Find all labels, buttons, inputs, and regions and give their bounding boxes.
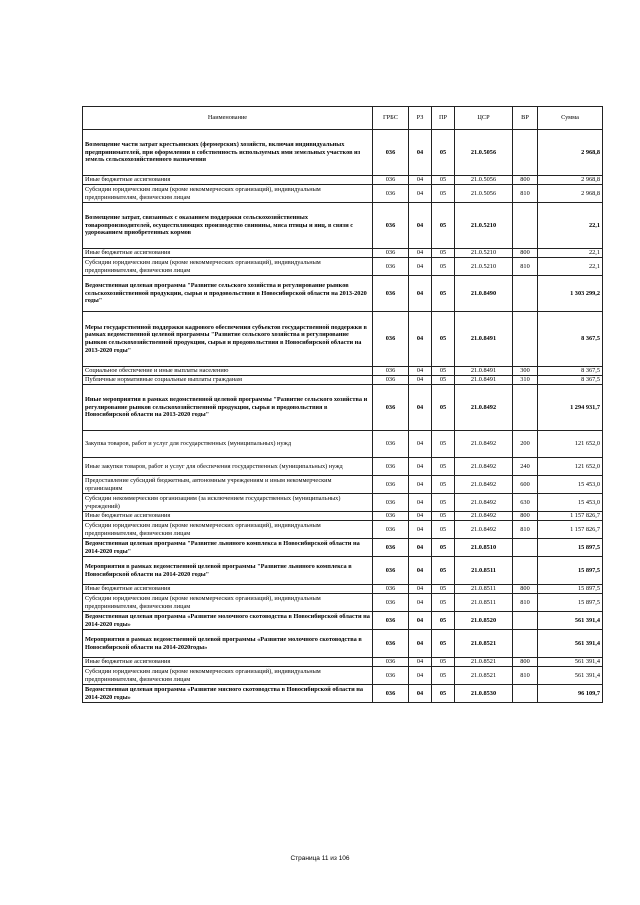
cell-csr: 21.0.8511	[455, 585, 513, 594]
cell-sum: 121 652,0	[538, 458, 603, 476]
cell-pr: 05	[432, 594, 455, 612]
cell-csr: 21.0.8492	[455, 521, 513, 539]
cell-sum: 15 897,5	[538, 585, 603, 594]
cell-pr: 05	[432, 276, 455, 312]
cell-pr: 05	[432, 685, 455, 703]
cell-name: Предоставление субсидий бюджетным, автономным учреждениям и иным некоммерческим организациям	[83, 476, 373, 494]
table-row	[83, 249, 603, 258]
cell-csr: 21.0.8521	[455, 667, 513, 685]
cell-csr: 21.0.5056	[455, 185, 513, 203]
cell-grbs: 036	[373, 376, 409, 385]
cell-csr: 21.0.8511	[455, 594, 513, 612]
cell-pr: 05	[432, 458, 455, 476]
cell-csr: 21.0.8491	[455, 376, 513, 385]
cell-pr: 05	[432, 258, 455, 276]
cell-rz: 04	[409, 512, 432, 521]
cell-rz: 04	[409, 312, 432, 367]
cell-csr: 21.0.8491	[455, 367, 513, 376]
cell-rz: 04	[409, 476, 432, 494]
cell-pr: 05	[432, 494, 455, 512]
cell-rz: 04	[409, 494, 432, 512]
cell-rz: 04	[409, 176, 432, 185]
cell-grbs: 036	[373, 658, 409, 667]
cell-sum: 15 897,5	[538, 594, 603, 612]
cell-csr: 21.0.8491	[455, 312, 513, 367]
cell-grbs: 036	[373, 521, 409, 539]
header-rz: РЗ	[409, 107, 432, 130]
cell-rz: 04	[409, 458, 432, 476]
cell-sum: 561 391,4	[538, 630, 603, 658]
cell-sum: 2 968,8	[538, 130, 603, 176]
cell-vr: 630	[513, 494, 538, 512]
cell-vr	[513, 612, 538, 630]
cell-pr: 05	[432, 512, 455, 521]
cell-vr: 300	[513, 367, 538, 376]
cell-sum: 22,1	[538, 203, 603, 249]
cell-csr: 21.0.5056	[455, 130, 513, 176]
table-row	[83, 312, 603, 367]
cell-sum: 15 453,0	[538, 494, 603, 512]
cell-rz: 04	[409, 130, 432, 176]
cell-pr: 05	[432, 539, 455, 557]
table-row	[83, 585, 603, 594]
cell-pr: 05	[432, 176, 455, 185]
cell-vr: 800	[513, 585, 538, 594]
table-row	[83, 203, 603, 249]
cell-sum: 15 897,5	[538, 539, 603, 557]
cell-pr: 05	[432, 385, 455, 431]
cell-vr: 240	[513, 458, 538, 476]
cell-grbs: 036	[373, 249, 409, 258]
table-row	[83, 521, 603, 539]
table-row	[83, 367, 603, 376]
cell-sum: 1 303 299,2	[538, 276, 603, 312]
header-sum: Сумма	[538, 107, 603, 130]
cell-pr: 05	[432, 585, 455, 594]
cell-rz: 04	[409, 594, 432, 612]
cell-name: Закупка товаров, работ и услуг для государственных (муниципальных) нужд	[83, 431, 373, 458]
cell-grbs: 036	[373, 258, 409, 276]
table-row	[83, 476, 603, 494]
cell-rz: 04	[409, 539, 432, 557]
cell-vr: 600	[513, 476, 538, 494]
cell-csr: 21.0.8510	[455, 539, 513, 557]
cell-grbs: 036	[373, 203, 409, 249]
cell-pr: 05	[432, 630, 455, 658]
cell-name: Меры государственной поддержки кадрового обеспечения субъектов государственной поддержки в рамках ведомственной целевой программы "Развитие сельского хозяйства и регулирование рынков сельскохозяйственной продукции, сырья и продовольствия в Новосибирской области на 2013-2020 годы"	[83, 312, 373, 367]
table-row	[83, 176, 603, 185]
cell-name: Субсидии юридическим лицам (кроме некоммерческих организаций), индивидуальным предпринимателям, физическим лицам	[83, 258, 373, 276]
table-row	[83, 385, 603, 431]
cell-name: Возмещение затрат, связанных с оказанием поддержки сельскохозяйственных товаропроизводителей, осуществляющих производство свинины, мяса птицы и яиц, в связи с удорожанием приобретенных кормов	[83, 203, 373, 249]
cell-csr: 21.0.8492	[455, 431, 513, 458]
cell-grbs: 036	[373, 130, 409, 176]
header-pr: ПР	[432, 107, 455, 130]
cell-grbs: 036	[373, 585, 409, 594]
cell-sum: 8 367,5	[538, 312, 603, 367]
cell-grbs: 036	[373, 276, 409, 312]
cell-rz: 04	[409, 685, 432, 703]
cell-name: Иные бюджетные ассигнования	[83, 249, 373, 258]
cell-grbs: 036	[373, 476, 409, 494]
cell-name: Иные бюджетные ассигнования	[83, 512, 373, 521]
cell-grbs: 036	[373, 312, 409, 367]
cell-pr: 05	[432, 312, 455, 367]
cell-csr: 21.0.8521	[455, 630, 513, 658]
cell-csr: 21.0.8492	[455, 385, 513, 431]
cell-csr: 21.0.8492	[455, 512, 513, 521]
cell-rz: 04	[409, 249, 432, 258]
cell-csr: 21.0.5210	[455, 249, 513, 258]
cell-vr	[513, 685, 538, 703]
table-row	[83, 258, 603, 276]
cell-pr: 05	[432, 521, 455, 539]
table-row	[83, 458, 603, 476]
cell-pr: 05	[432, 431, 455, 458]
cell-sum: 121 652,0	[538, 431, 603, 458]
cell-sum: 8 367,5	[538, 367, 603, 376]
cell-vr: 800	[513, 249, 538, 258]
cell-vr	[513, 276, 538, 312]
table-body	[83, 130, 603, 703]
cell-rz: 04	[409, 367, 432, 376]
table-row	[83, 630, 603, 658]
cell-name: Возмещение части затрат крестьянских (фермерских) хозяйств, включая индивидуальных предпринимателей, при оформлении в собственность используемых ими земельных участков из земель сельскохозяйственного назначения	[83, 130, 373, 176]
cell-name: Иные бюджетные ассигнования	[83, 176, 373, 185]
cell-name: Публичные нормативные социальные выплаты гражданам	[83, 376, 373, 385]
cell-csr: 21.0.8511	[455, 557, 513, 585]
cell-sum: 2 968,8	[538, 185, 603, 203]
cell-pr: 05	[432, 612, 455, 630]
cell-vr	[513, 630, 538, 658]
table-row	[83, 376, 603, 385]
cell-sum: 8 367,5	[538, 376, 603, 385]
cell-pr: 05	[432, 667, 455, 685]
table-row	[83, 276, 603, 312]
cell-name: Ведомственная целевая программа "Развитие льняного комплекса в Новосибирской области на 2014-2020 годы"	[83, 539, 373, 557]
table-row	[83, 667, 603, 685]
cell-pr: 05	[432, 249, 455, 258]
table-row	[83, 594, 603, 612]
cell-sum: 1 294 931,7	[538, 385, 603, 431]
cell-csr: 21.0.5210	[455, 258, 513, 276]
table-row	[83, 539, 603, 557]
cell-pr: 05	[432, 203, 455, 249]
cell-pr: 05	[432, 376, 455, 385]
cell-vr: 810	[513, 521, 538, 539]
cell-name: Иные закупки товаров, работ и услуг для обеспечения государственных (муниципальных) нужд	[83, 458, 373, 476]
budget-table	[82, 106, 603, 703]
cell-vr: 810	[513, 258, 538, 276]
cell-csr: 21.0.8492	[455, 494, 513, 512]
cell-name: Ведомственная целевая программа "Развитие сельского хозяйства и регулирование рынков сельскохозяйственной продукции, сырья и продовольствия в Новосибирской области на 2013-2020 годы"	[83, 276, 373, 312]
table-row	[83, 431, 603, 458]
cell-sum: 15 453,0	[538, 476, 603, 494]
table-row	[83, 685, 603, 703]
cell-vr: 810	[513, 667, 538, 685]
header-csr: ЦСР	[455, 107, 513, 130]
cell-csr: 21.0.8490	[455, 276, 513, 312]
cell-name: Социальное обеспечение и иные выплаты населению	[83, 367, 373, 376]
cell-grbs: 036	[373, 431, 409, 458]
table-row	[83, 512, 603, 521]
cell-sum: 561 391,4	[538, 612, 603, 630]
cell-sum: 22,1	[538, 249, 603, 258]
cell-name: Мероприятия в рамках ведомственной целевой программы «Развитие молочного скотоводства в Новосибирской области на 2014-2020годы»	[83, 630, 373, 658]
page-number: Страница 11 из 106	[290, 855, 350, 862]
cell-rz: 04	[409, 385, 432, 431]
cell-pr: 05	[432, 367, 455, 376]
header-vr: ВР	[513, 107, 538, 130]
cell-vr	[513, 557, 538, 585]
cell-csr: 21.0.8520	[455, 612, 513, 630]
cell-name: Иные мероприятия в рамках ведомственной целевой программы "Развитие сельского хозяйства и регулирование рынков сельскохозяйственной продукции, сырья и продовольствия в Новосибирской области на 2013-2020 годы"	[83, 385, 373, 431]
cell-vr: 800	[513, 176, 538, 185]
cell-csr: 21.0.5056	[455, 176, 513, 185]
cell-grbs: 036	[373, 185, 409, 203]
cell-rz: 04	[409, 557, 432, 585]
cell-name: Субсидии юридическим лицам (кроме некоммерческих организаций), индивидуальным предпринимателям, физическим лицам	[83, 521, 373, 539]
cell-sum: 22,1	[538, 258, 603, 276]
table-row	[83, 130, 603, 176]
cell-grbs: 036	[373, 367, 409, 376]
cell-rz: 04	[409, 658, 432, 667]
cell-grbs: 036	[373, 385, 409, 431]
cell-vr	[513, 130, 538, 176]
cell-vr: 200	[513, 431, 538, 458]
cell-name: Ведомственная целевая программа «Развитие мясного скотоводства в Новосибирской области на 2014-2020 годы»	[83, 685, 373, 703]
cell-rz: 04	[409, 431, 432, 458]
cell-grbs: 036	[373, 630, 409, 658]
cell-vr: 800	[513, 512, 538, 521]
cell-rz: 04	[409, 612, 432, 630]
cell-vr	[513, 539, 538, 557]
cell-sum: 96 109,7	[538, 685, 603, 703]
cell-name: Иные бюджетные ассигнования	[83, 585, 373, 594]
cell-rz: 04	[409, 667, 432, 685]
cell-grbs: 036	[373, 494, 409, 512]
cell-grbs: 036	[373, 612, 409, 630]
cell-vr: 810	[513, 185, 538, 203]
cell-grbs: 036	[373, 685, 409, 703]
cell-grbs: 036	[373, 667, 409, 685]
cell-name: Субсидии юридическим лицам (кроме некоммерческих организаций), индивидуальным предпринимателям, физическим лицам	[83, 594, 373, 612]
cell-vr: 800	[513, 658, 538, 667]
cell-rz: 04	[409, 521, 432, 539]
cell-grbs: 036	[373, 512, 409, 521]
header-grbs: ГРБС	[373, 107, 409, 130]
table-row	[83, 494, 603, 512]
cell-sum: 561 391,4	[538, 658, 603, 667]
cell-grbs: 036	[373, 539, 409, 557]
cell-grbs: 036	[373, 557, 409, 585]
cell-vr	[513, 385, 538, 431]
cell-rz: 04	[409, 630, 432, 658]
cell-rz: 04	[409, 258, 432, 276]
cell-csr: 21.0.8521	[455, 658, 513, 667]
cell-sum: 1 157 826,7	[538, 521, 603, 539]
cell-csr: 21.0.5210	[455, 203, 513, 249]
table-row	[83, 658, 603, 667]
cell-name: Ведомственная целевая программа «Развитие молочного скотоводства в Новосибирской области на 2014-2020 годы»	[83, 612, 373, 630]
cell-rz: 04	[409, 185, 432, 203]
cell-sum: 15 897,5	[538, 557, 603, 585]
cell-name: Субсидии некоммерческим организациям (за исключением государственных (муниципальных) учреждений)	[83, 494, 373, 512]
cell-sum: 1 157 826,7	[538, 512, 603, 521]
cell-name: Мероприятия в рамках ведомственной целевой программы "Развитие льняного комплекса в Новосибирской области на 2014-2020 годы"	[83, 557, 373, 585]
cell-pr: 05	[432, 557, 455, 585]
cell-vr: 310	[513, 376, 538, 385]
cell-pr: 05	[432, 658, 455, 667]
cell-csr: 21.0.8530	[455, 685, 513, 703]
cell-name: Субсидии юридическим лицам (кроме некоммерческих организаций), индивидуальным предпринимателям, физическим лицам	[83, 185, 373, 203]
table-header-row	[83, 107, 603, 130]
cell-csr: 21.0.8492	[455, 476, 513, 494]
cell-rz: 04	[409, 376, 432, 385]
cell-name: Иные бюджетные ассигнования	[83, 658, 373, 667]
table-row	[83, 557, 603, 585]
cell-rz: 04	[409, 203, 432, 249]
cell-rz: 04	[409, 276, 432, 312]
cell-sum: 2 968,8	[538, 176, 603, 185]
cell-vr: 810	[513, 594, 538, 612]
cell-grbs: 036	[373, 458, 409, 476]
cell-csr: 21.0.8492	[455, 458, 513, 476]
cell-vr	[513, 312, 538, 367]
header-name: Наименование	[83, 107, 373, 130]
cell-vr	[513, 203, 538, 249]
table-row	[83, 612, 603, 630]
cell-grbs: 036	[373, 594, 409, 612]
cell-sum: 561 391,4	[538, 667, 603, 685]
cell-rz: 04	[409, 585, 432, 594]
cell-pr: 05	[432, 130, 455, 176]
cell-grbs: 036	[373, 176, 409, 185]
cell-pr: 05	[432, 476, 455, 494]
table-row	[83, 185, 603, 203]
cell-name: Субсидии юридическим лицам (кроме некоммерческих организаций), индивидуальным предпринимателям, физическим лицам	[83, 667, 373, 685]
cell-pr: 05	[432, 185, 455, 203]
